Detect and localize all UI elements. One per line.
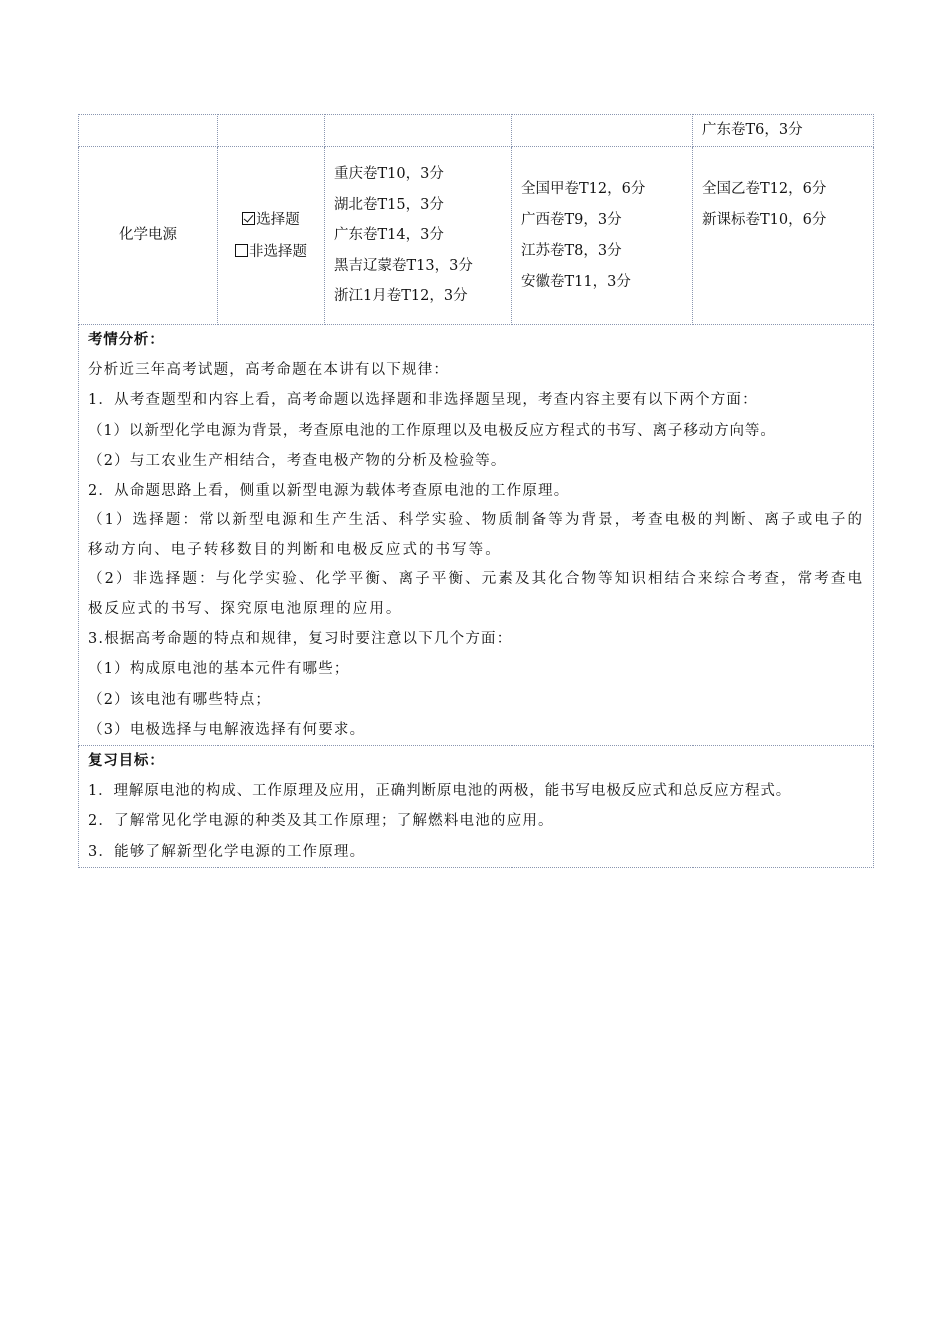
goals-heading: 复习目标： [88, 753, 165, 770]
exam-entry: 重庆卷T10，3分 [334, 166, 444, 183]
topic-cell [79, 147, 218, 325]
goal-item: 1．理解原电池的构成、工作原理及应用，正确判断原电池的两极，能书写电极反应式和总反应方程式。 [88, 783, 792, 800]
goals-section [79, 746, 874, 868]
exam-entry: 安徽卷T11，3分 [521, 273, 631, 290]
exam-entry: 全国乙卷T12，6分 [702, 181, 827, 197]
year1-exam-cell [325, 147, 512, 325]
exam-entry: 浙江1月卷T12，3分 [334, 288, 468, 305]
analysis-paragraph: （3）电极选择与电解液选择有何要求。 [88, 721, 366, 738]
analysis-heading: 考情分析： [88, 332, 165, 348]
exam-entry: 广东卷T14，3分 [334, 227, 444, 244]
analysis-paragraph: （2）非选择题：与化学实验、化学平衡、离子平衡、元素及其化合物等知识相结合来综合考查，常考查电极反应式的书写、探究原电池原理的应用。 [88, 571, 864, 617]
exam-entry: 湖北卷T15，3分 [334, 196, 444, 213]
analysis-paragraph: （2）与工农业生产相结合，考查电极产物的分析及检验等。 [88, 452, 507, 469]
year2-exam-cell [512, 147, 693, 325]
question-type-choice [227, 204, 315, 236]
exam-entry: 江苏卷T8，3分 [521, 242, 622, 259]
exam-entry: 黑吉辽蒙卷T13，3分 [334, 257, 473, 274]
exam-entry: 广东卷T6，3分 [702, 122, 803, 138]
type-cell-empty [218, 115, 325, 147]
question-type-label: 非选择题 [249, 243, 307, 260]
analysis-paragraph: （1）选择题：常以新型电源和生产生活、科学实验、物质制备等为背景，考查电极的判断、离子或电子的移动方向、电子转移数目的判断和电极反应式的书写等。 [88, 512, 864, 558]
table-row-goals [79, 746, 874, 868]
table-row-analysis [79, 325, 874, 746]
goal-item: 3．能够了解新型化学电源的工作原理。 [88, 843, 366, 860]
analysis-paragraph: 3.根据高考命题的特点和规律，复习时要注意以下几个方面： [88, 631, 513, 648]
unchecked-box-icon [235, 244, 248, 257]
year3-exam-cell [693, 147, 874, 325]
question-type-nonchoice [227, 236, 315, 268]
analysis-paragraph: （2）该电池有哪些特点； [88, 691, 272, 708]
analysis-paragraph: 2．从命题思路上看，侧重以新型电源为载体考查原电池的工作原理。 [88, 483, 570, 500]
year1-cell-empty [325, 115, 512, 147]
analysis-paragraph: （1）构成原电池的基本元件有哪些； [88, 661, 350, 678]
exam-entry: 广西卷T9，3分 [521, 211, 622, 228]
analysis-paragraph: 1．从考查题型和内容上看，高考命题以选择题和非选择题呈现，考查内容主要有以下两个方面： [88, 392, 758, 409]
year3-cell-top [693, 115, 874, 147]
analysis-section [79, 325, 874, 746]
question-type-label: 选择题 [256, 211, 300, 228]
exam-entry: 新课标卷T10，6分 [702, 212, 827, 228]
checked-box-icon [242, 212, 255, 225]
goal-item: 2．了解常见化学电源的种类及其工作原理；了解燃料电池的应用。 [88, 813, 554, 830]
year2-cell-empty [512, 115, 693, 147]
table-row-topic [79, 147, 874, 325]
analysis-paragraph: 分析近三年高考试题，高考命题在本讲有以下规律： [88, 362, 450, 379]
exam-entry: 全国甲卷T12，6分 [521, 180, 646, 197]
topic-label: 化学电源 [119, 227, 177, 243]
table-row-continued [79, 115, 874, 147]
topic-cell-empty [79, 115, 218, 147]
analysis-paragraph: （1）以新型化学电源为背景，考查原电池的工作原理以及电极反应方程式的书写、离子移动方向等。 [88, 422, 776, 439]
exam-analysis-table [78, 114, 874, 868]
question-type-cell [218, 147, 325, 325]
